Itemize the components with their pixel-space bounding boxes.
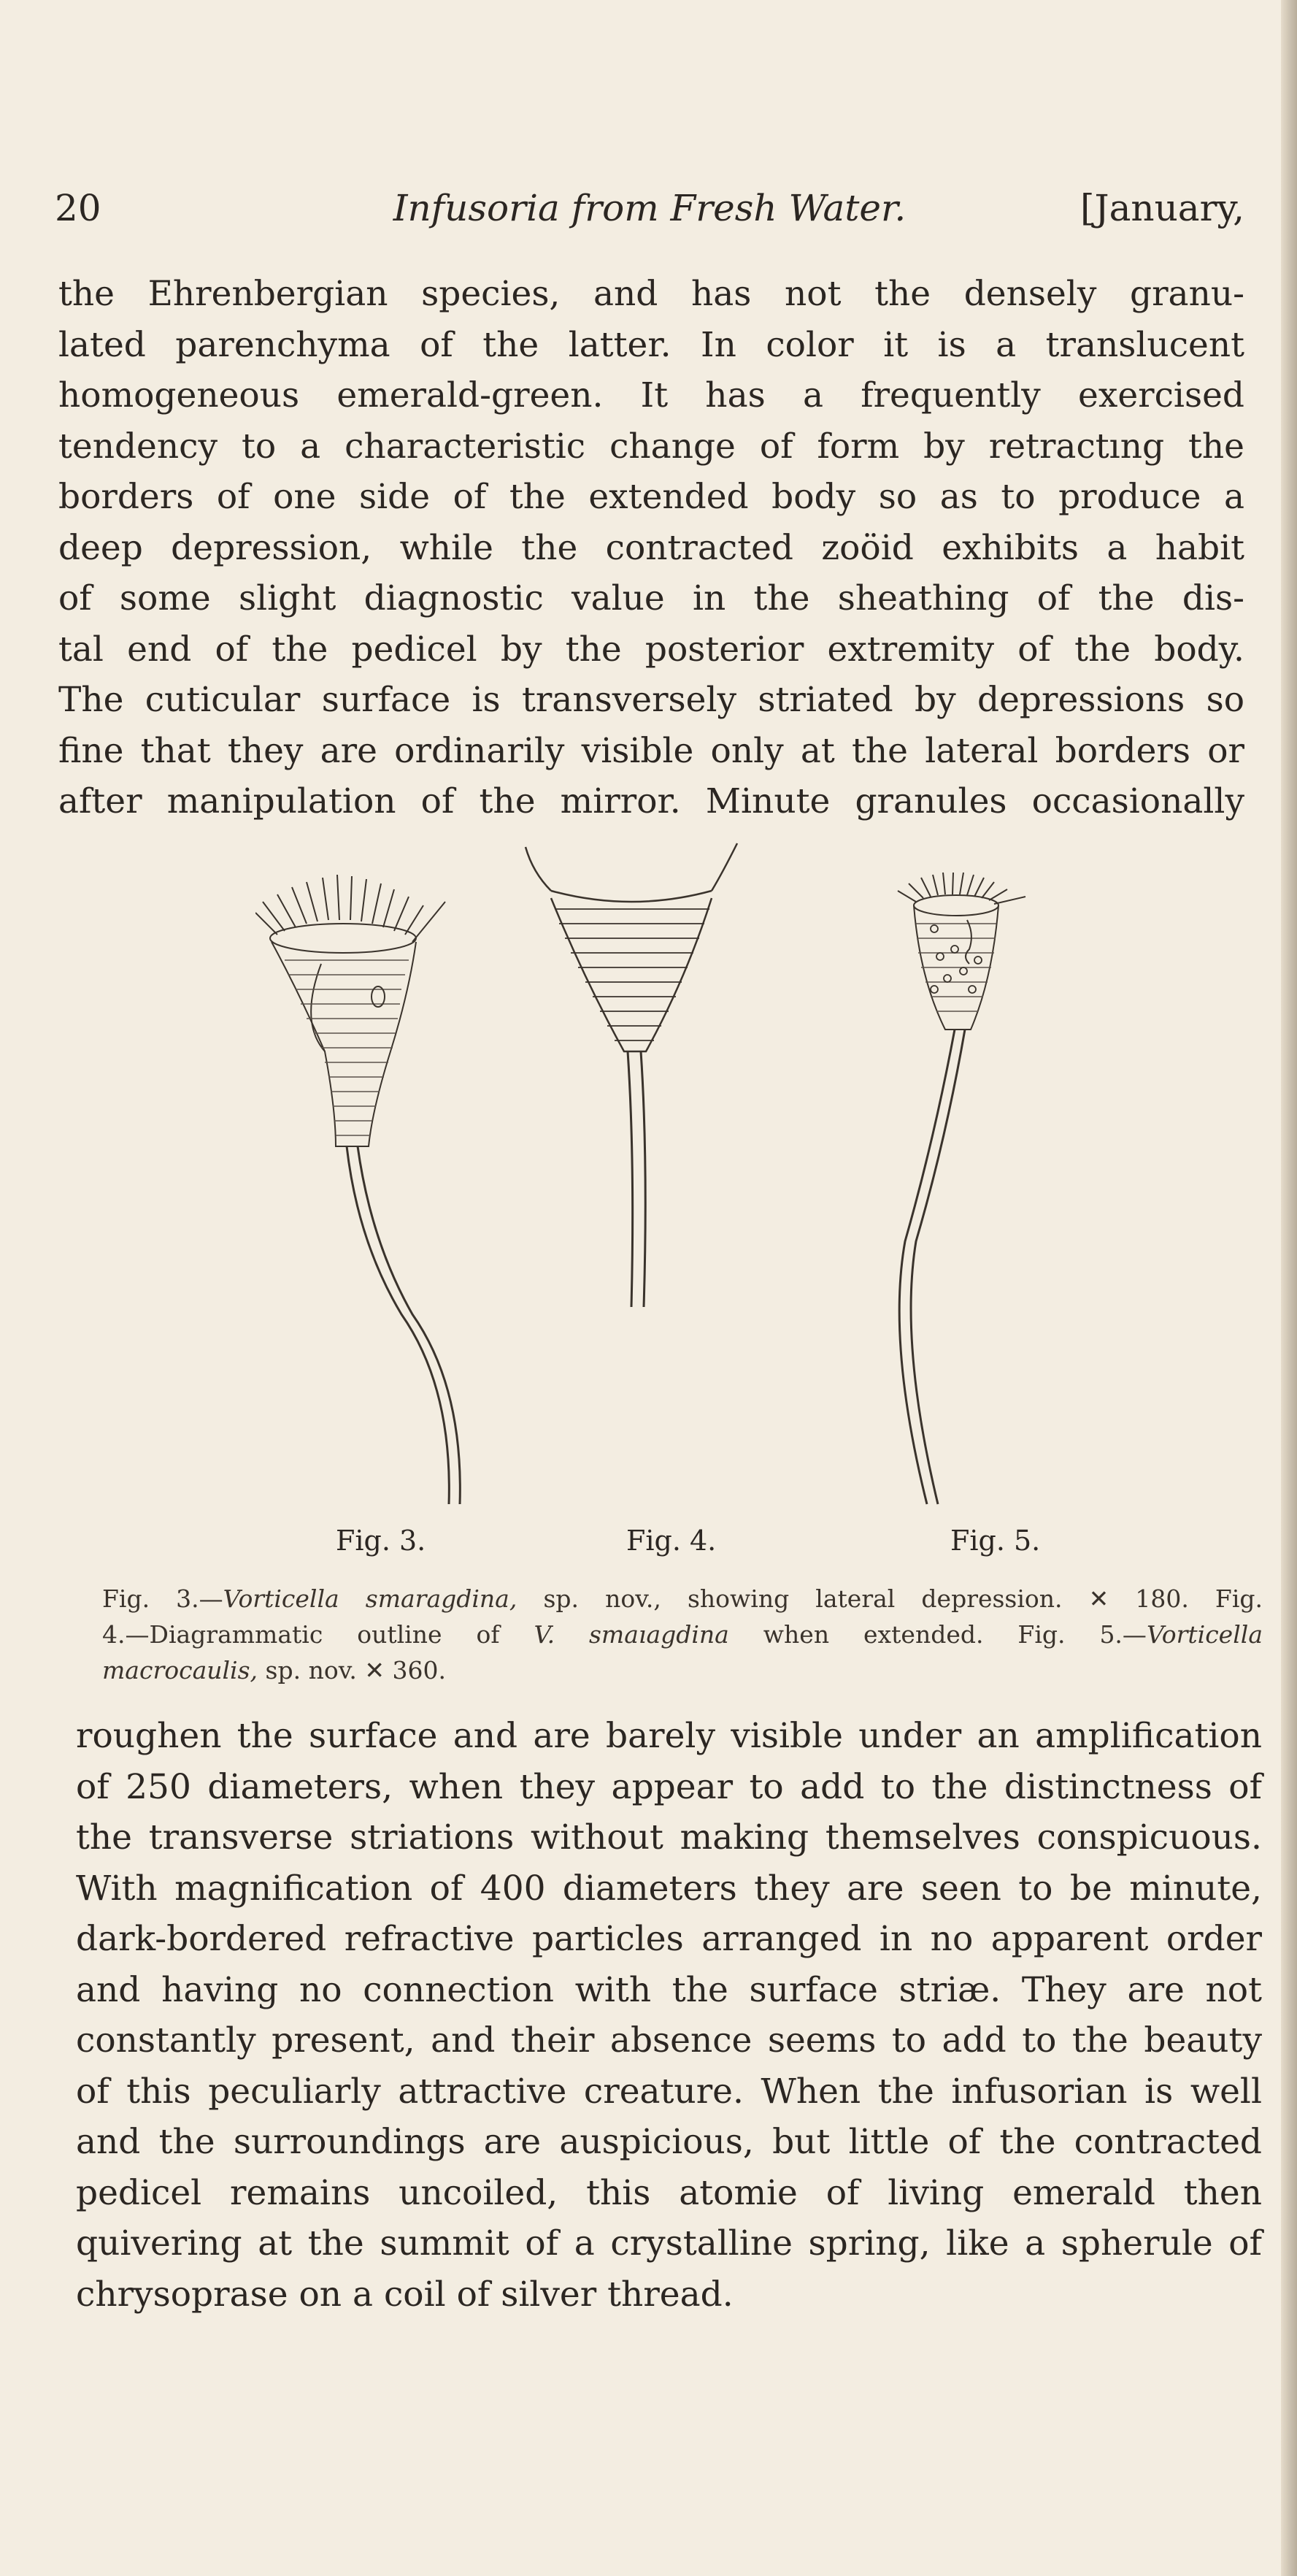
text-line: The cuticular surface is transversely striated by depressions so — [58, 680, 1244, 720]
text-line: the transverse striations without making themselves conspicuous. — [76, 1817, 1262, 1858]
text-line: borders of one side of the extended body so as to produce a — [58, 477, 1244, 517]
text-line: roughen the surface and are barely visible under an amplification — [76, 1716, 1262, 1756]
fig5-label: Fig. 5. — [950, 1525, 1041, 1557]
text-line: deep depression, while the contracted zoöid exhibits a habit — [58, 527, 1244, 568]
text-line: With magnification of 400 diameters they are seen to be minute, — [76, 1868, 1262, 1909]
text-line: lated parenchyma of the latter. In color it is a translucent — [58, 324, 1244, 365]
text-line: pedicel remains uncoiled, this atomie of living emerald then — [76, 2172, 1262, 2213]
vorticella-outline-icon — [518, 832, 752, 1314]
caption-line: 4.—Diagrammatic outline of V. smaıagdina when extended. Fig. 5.—Vorticella — [102, 1620, 1263, 1649]
text-line: of some slight diagnostic value in the sheathing of the dis- — [58, 578, 1244, 618]
text-line: fine that they are ordinarily visible only at the lateral borders or — [58, 730, 1244, 771]
text-line: tendency to a characteristic change of form by retractıng the — [58, 426, 1244, 467]
page-edge — [1281, 0, 1297, 2576]
text-line: after manipulation of the mirror. Minute granules occasionally — [58, 781, 1244, 821]
text-line: of 250 diameters, when they appear to add to the distinctness of — [76, 1766, 1262, 1807]
running-header — [55, 183, 1244, 234]
text-line: of this peculiarly attractive creature. When the infusorian is well — [76, 2071, 1262, 2112]
figure-group — [241, 832, 1102, 1519]
text-line: dark-bordered refractive particles arranged in no apparent order — [76, 1919, 1262, 1959]
text-line: chrysoprase on a coil of silver thread. — [76, 2274, 734, 2315]
vorticella-smaragdina-icon — [255, 832, 489, 1519]
text-line: quivering at the summit of a crystalline spring, like a spherule of — [76, 2223, 1262, 2263]
fig3-label: Fig. 3. — [336, 1525, 426, 1557]
caption-line: Fig. 3.—Vorticella smaragdina, sp. nov., showing lateral depression. ✕ 180. Fig. — [102, 1584, 1263, 1613]
text-line: homogeneous emerald-green. It has a frequently exercised — [58, 375, 1244, 415]
text-line: and the surroundings are auspicious, but little of the contracted — [76, 2122, 1262, 2162]
fig3-illustration — [255, 832, 489, 1519]
text-line: constantly present, and their absence seems to add to the beauty — [76, 2020, 1262, 2061]
text-line: and having no connection with the surface striæ. They are not — [76, 1969, 1262, 2010]
page-number: 20 — [55, 187, 101, 229]
figure-caption — [102, 1581, 1263, 1688]
vorticella-macrocaulis-icon — [883, 832, 1058, 1519]
fig5-illustration — [883, 832, 1058, 1519]
text-line: the Ehrenbergian species, and has not the densely granu- — [58, 274, 1244, 314]
header-date: [January, — [1080, 187, 1244, 229]
paragraph-bottom — [76, 1711, 1262, 2320]
caption-line: macrocaulis, sp. nov. ✕ 360. — [102, 1656, 447, 1684]
running-title: Infusoria from Fresh Water. — [393, 187, 907, 229]
fig4-illustration — [518, 832, 752, 1314]
text-line: tal end of the pedicel by the posterior extremity of the body. — [58, 629, 1244, 670]
paragraph-top — [58, 269, 1244, 827]
fig4-label: Fig. 4. — [626, 1525, 717, 1557]
